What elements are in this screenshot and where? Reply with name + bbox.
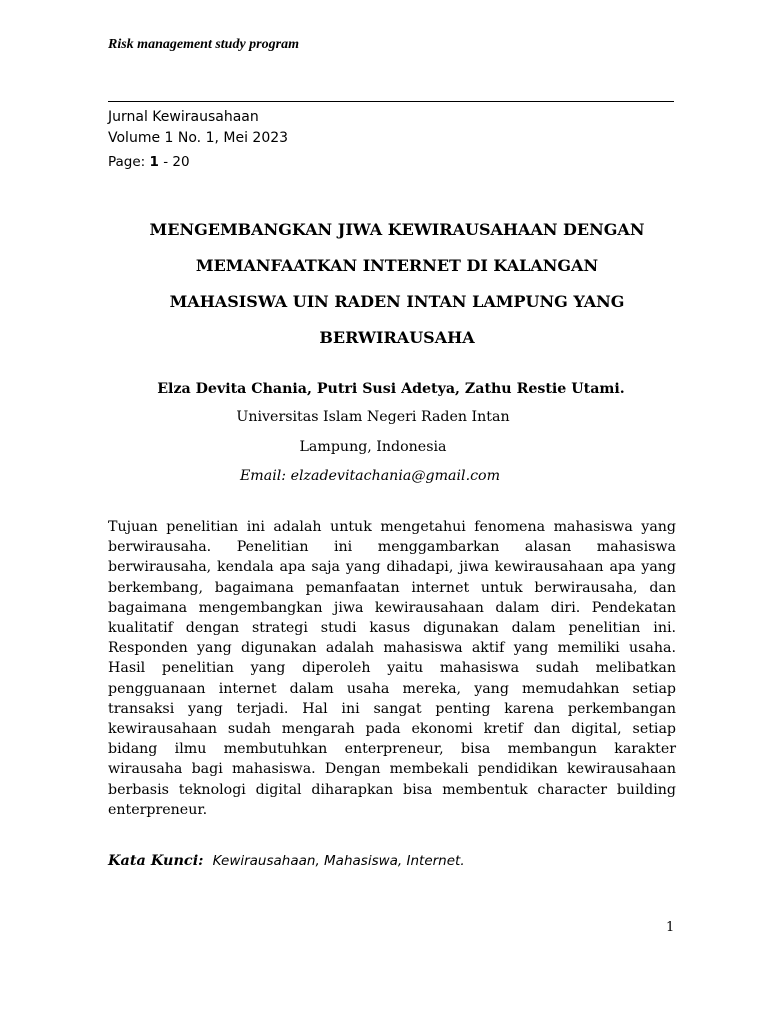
keywords-label: Kata Kunci: xyxy=(108,852,204,869)
page-start: 1 xyxy=(149,154,159,170)
page-label: Page: xyxy=(108,154,150,170)
running-head: Risk management study program xyxy=(108,37,299,52)
journal-name: Jurnal Kewirausahaan xyxy=(108,109,259,125)
title-line: MEMANFAATKAN INTERNET DI KALANGAN xyxy=(195,256,599,275)
page-rest: - 20 xyxy=(158,154,190,170)
title-line: MAHASISWA UIN RADEN INTAN LAMPUNG YANG xyxy=(169,292,625,311)
abstract-text: Tujuan penelitian ini adalah untuk mengetahui fenomena mahasiswa yang berwirausaha. Penelitian ini menggambarkan alasan mahasiswa berwirausaha, kendala apa saja yang dihadapi, jiwa kewirausahaan apa yang berkembang, bagaimana pemanfaatan internet untuk berwirausaha, dan bagaimana mengembangkan jiwa kewirausahaan dalam diri. Pendekatan kualitatif dengan strategi studi kasus digunakan dalam penelitian ini. Responden yang digunakan adalah mahasiswa aktif yang memiliki usaha. Hasil penelitian yang diperoleh yaitu mahasiswa sudah melibatkan pengguanaan internet dalam usaha mereka, yang memudahkan setiap transaksi yang terjadi. Hal ini sangat penting karena perkembangan kewirausahaan sudah mengarah pada ekonomi kretif dan digital, setiap bidang ilmu membutuhkan enterpreneur, bisa membangun karakter wirausaha bagi mahasiswa. Dengan membekali pendidikan kewirausahaan berbasis teknologi digital diharapkan bisa membentuk character building enterpreneur. xyxy=(108,519,676,818)
journal-pages xyxy=(108,152,288,173)
page-number: 1 xyxy=(666,920,675,935)
header-rule xyxy=(108,101,674,102)
author-list: Elza Devita Chania, Putri Susi Adetya, Zathu Restie Utami. xyxy=(157,381,625,397)
journal-volume: Volume 1 No. 1, Mei 2023 xyxy=(108,130,289,146)
paper-title xyxy=(120,212,674,356)
title-line: MENGEMBANGKAN JIWA KEWIRAUSAHAAN DENGAN xyxy=(149,220,645,239)
affiliation-institution: Universitas Islam Negeri Raden Intan xyxy=(236,409,510,425)
affiliation-location: Lampung, Indonesia xyxy=(299,439,447,455)
author-email: Email: elzadevitachania@gmail.com xyxy=(239,468,501,484)
keywords-values: Kewirausahaan, Mahasiswa, Internet. xyxy=(212,853,465,869)
journal-info xyxy=(108,107,288,173)
title-line: BERWIRAUSAHA xyxy=(319,328,475,347)
keywords xyxy=(108,852,674,869)
